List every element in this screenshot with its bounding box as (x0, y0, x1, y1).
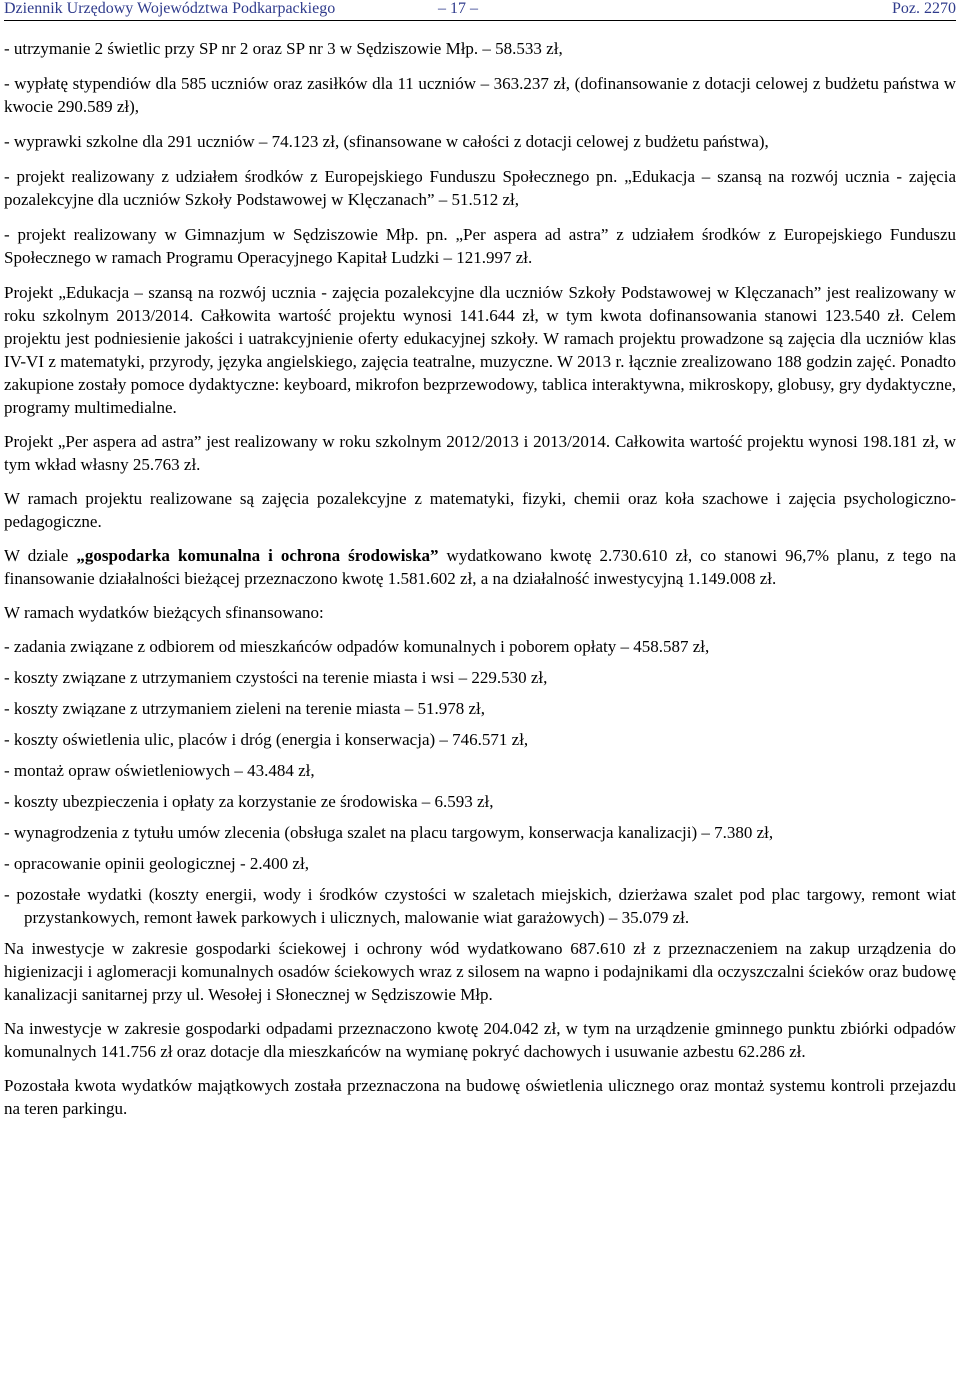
paragraph: Na inwestycje w zakresie gospodarki odpadami przeznaczono kwotę 204.042 zł, w tym na urządzenie gminnego punktu zbiórki odpadów komunalnych 141.756 zł oraz dotacje dla mieszkańców na wymianę pokryć dachowych i usuwanie azbestu 62.286 zł. (4, 1019, 956, 1061)
position-number: Poz. 2270 (892, 0, 956, 17)
paragraph: Projekt „Edukacja – szansą na rozwój ucznia - zajęcia pozalekcyjne dla uczniów Szkoły Podstawowej w Klęczanach” jest realizowany w roku szkolnym 2013/2014. Całkowita wartość projektu wynosi 141.644 zł, w tym kwota dofinansowania stanowi 123.540 zł. Celem projektu jest podniesienie jakości i uatrakcyjnienie oferty edukacyjnej szkoły. W ramach projektu prowadzone są zajęcia dla uczniów klas IV-VI z matematyki, przyrody, języka angielskiego, zajęcia teatralne, muzyczne. W 2013 r. łącznie zrealizowano 188 godzin zajęć. Ponadto zakupione zostały pomoce dydaktyczne: keyboard, mikrofon bezprzewodowy, tablica interaktywna, mikroskopy, globusy, gry dydaktyczne, programy multimedialne. (4, 283, 956, 417)
paragraph: Projekt „Per aspera ad astra” jest realizowany w roku szkolnym 2012/2013 i 2013/2014. Całkowita wartość projektu wynosi 198.181 zł, w tym wkład własny 25.763 zł. (4, 432, 956, 474)
section-name: „gospodarka komunalna i ochrona środowiska” (76, 546, 439, 565)
list-item: - koszty ubezpieczenia i opłaty za korzystanie ze środowiska – 6.593 zł, (4, 792, 494, 811)
list-item: - koszty związane z utrzymaniem czystości na terenie miasta i wsi – 229.530 zł, (4, 668, 548, 687)
list-item: - koszty oświetlenia ulic, placów i dróg (energia i konserwacja) – 746.571 zł, (4, 730, 529, 749)
document-body (4, 21, 956, 1120)
list-item: - koszty związane z utrzymaniem zieleni na terenie miasta – 51.978 zł, (4, 699, 485, 718)
paragraph: W ramach wydatków bieżących sfinansowano: (4, 603, 324, 622)
list-item: - projekt realizowany z udziałem środków z Europejskiego Funduszu Społecznego pn. „Edukacja – szansą na rozwój ucznia - zajęcia pozalekcyjne dla uczniów Szkoły Podstawowej w Klęczanach” – 51.512 zł, (4, 167, 956, 209)
paragraph: Pozostała kwota wydatków majątkowych została przeznaczona na budowę oświetlenia ulicznego oraz montaż systemu kontroli przejazdu na teren parkingu. (4, 1076, 956, 1118)
list-item: - montaż opraw oświetleniowych – 43.484 zł, (4, 761, 315, 780)
list-item: - opracowanie opinii geologicznej - 2.400 zł, (4, 854, 309, 873)
page-number: – 17 – (438, 0, 478, 17)
list-item: - wyprawki szkolne dla 291 uczniów – 74.123 zł, (sfinansowane w całości z dotacji celowej z budżetu państwa), (4, 132, 769, 151)
paragraph: Na inwestycje w zakresie gospodarki ściekowej i ochrony wód wydatkowano 687.610 zł z przeznaczeniem na zakup urządzenia do higienizacji i aglomeracji komunalnych osadów ściekowych wraz z silosem na wapno i podajnikami dla oczyszczalni ścieków oraz budowę kanalizacji sanitarnej przy ul. Wesołej i Słonecznej w Sędziszowie Młp. (4, 939, 956, 1004)
list-item: - utrzymanie 2 świetlic przy SP nr 2 oraz SP nr 3 w Sędziszowie Młp. – 58.533 zł, (4, 39, 563, 58)
page-header (4, 0, 956, 21)
paragraph-text: W dziale (4, 546, 77, 565)
paragraph: W ramach projektu realizowane są zajęcia pozalekcyjne z matematyki, fizyki, chemii oraz koła szachowe i zajęcia psychologiczno-pedagogiczne. (4, 489, 956, 531)
paragraph-text: wydatkowano kwotę 2.730.610 zł, co stanowi 96,7% planu, z tego na finansowanie działalności bieżącej przeznaczono kwotę 1.581.602 zł, a na działalność inwestycyjną 1.149.008 zł. (4, 546, 956, 588)
list-item: - wynagrodzenia z tytułu umów zlecenia (obsługa szalet na placu targowym, konserwacja kanalizacji) – 7.380 zł, (4, 823, 774, 842)
list-item: - wypłatę stypendiów dla 585 uczniów oraz zasiłków dla 11 uczniów – 363.237 zł, (dofinansowanie z dotacji celowej z budżetu państwa w kwocie 290.589 zł), (4, 74, 956, 116)
list-item: - projekt realizowany w Gimnazjum w Sędziszowie Młp. pn. „Per aspera ad astra” z udziałem środków z Europejskiego Funduszu Społecznego w ramach Programu Operacyjnego Kapitał Ludzki – 121.997 zł. (4, 225, 956, 267)
list-item: - pozostałe wydatki (koszty energii, wody i środków czystości w szaletach miejskich, dzierżawa szalet pod plac targowy, remont wiat przystankowych, remont ławek parkowych i ulicznych, malowanie wiat garażowych) – 35.079 zł. (4, 885, 956, 927)
paragraph (4, 544, 956, 590)
journal-title: Dziennik Urzędowy Województwa Podkarpackiego (4, 0, 336, 17)
list-item: - zadania związane z odbiorem od mieszkańców odpadów komunalnych i poborem opłaty – 458.587 zł, (4, 637, 710, 656)
